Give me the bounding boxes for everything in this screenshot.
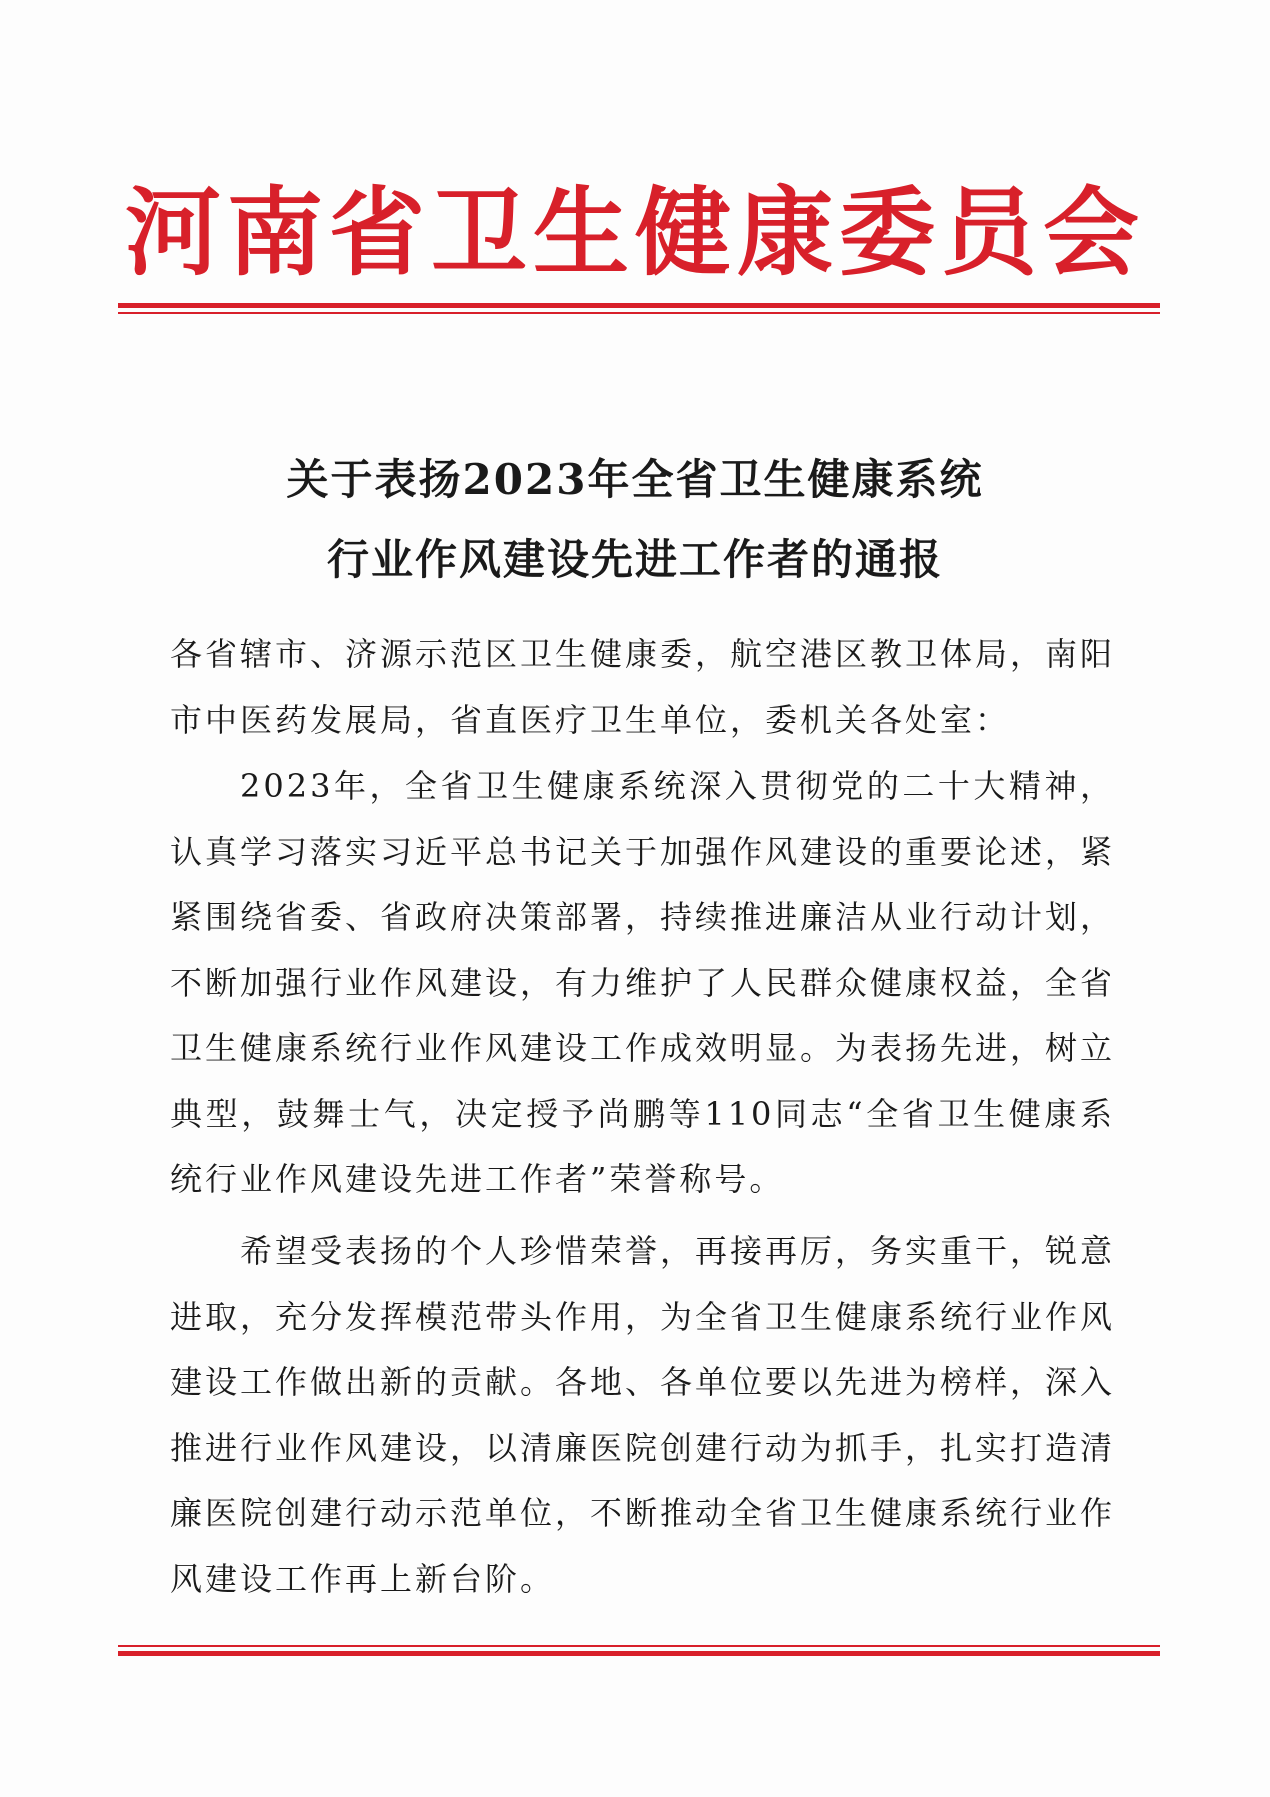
red-rule-thick-line [118,303,1160,308]
letterhead-org-name: 河南省卫生健康委员会 [125,176,1145,289]
red-rule-thin-line [118,312,1160,314]
document-title-line-2: 行业作风建设先进工作者的通报 [326,535,943,584]
addressee: 各省辖市、济源示范区卫生健康委，航空港区教卫体局，南阳市中医药发展局，省直医疗卫生单位，委机关各处室： [170,635,1116,739]
body-paragraph-2: 希望受表扬的个人珍惜荣誉，再接再厉，务实重干，锐意进取，充分发挥模范带头作用，为全省卫生健康系统行业作风建设工作做出新的贡献。各地、各单位要以先进为榜样，深入推进行业作风建设，以清廉医院创建行动为抓手，扎实打造清廉医院创建行动示范单位，不断推动全省卫生健康系统行业作风建设工作再上新台阶。 [170,1232,1116,1598]
document-title-line-1: 关于表扬2023年全省卫生健康系统 [286,455,984,504]
body-paragraph-1: 2023年，全省卫生健康系统深入贯彻党的二十大精神，认真学习落实习近平总书记关于加强作风建设的重要论述，紧紧围绕省委、省政府决策部署，持续推进廉洁从业行动计划，不断加强行业作风建设，有力维护了人民群众健康权益，全省卫生健康系统行业作风建设工作成效明显。为表扬先进，树立典型，鼓舞士气，决定授予尚鹏等110同志“全省卫生健康系统行业作风建设先进工作者”荣誉称号。 [170,767,1116,1198]
footer-red-rule [118,1645,1160,1656]
footer-rule-thin-line [118,1645,1160,1647]
letterhead-red-rule [118,303,1160,314]
footer-rule-thick-line [118,1651,1160,1656]
